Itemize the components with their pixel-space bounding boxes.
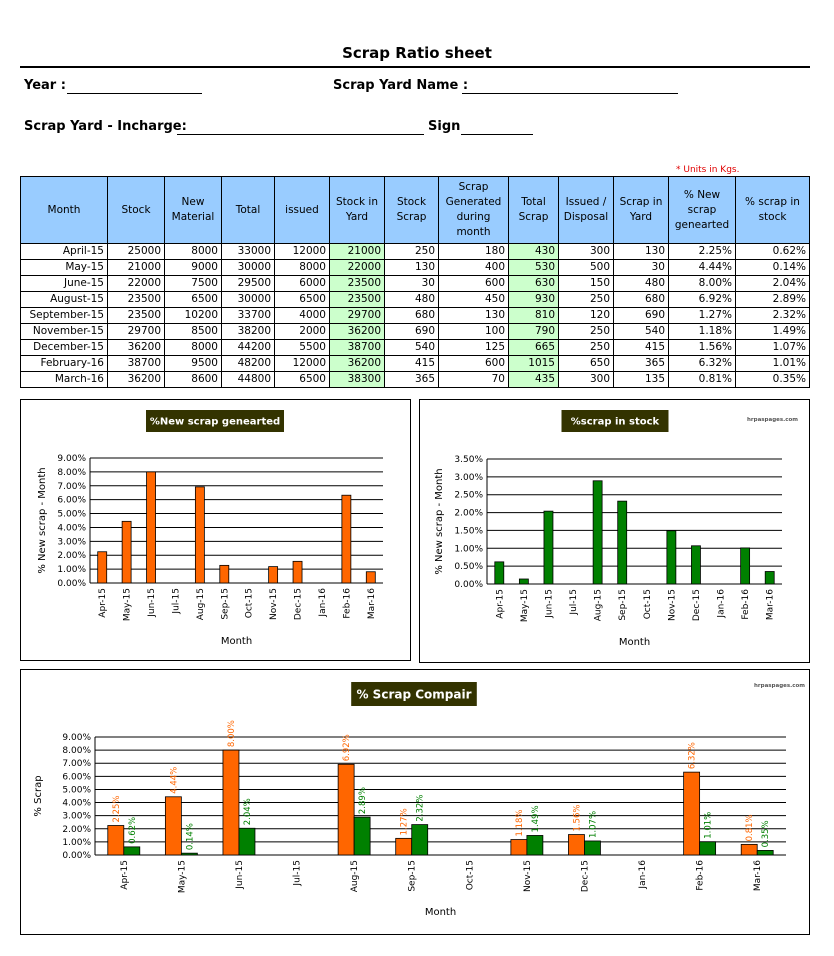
header-cell: Total Scrap (509, 177, 559, 244)
bar (147, 472, 156, 583)
header-cell: Issued / Disposal (559, 177, 614, 244)
data-label: 4.44% (169, 766, 180, 794)
table-cell: June-15 (21, 276, 108, 292)
x-axis-title: Month (220, 636, 253, 647)
scrap-table (20, 176, 810, 388)
new-scrap-chart-panel (20, 399, 411, 661)
bar (584, 841, 600, 855)
bar (366, 572, 375, 583)
x-tick-label: Jan-16 (716, 589, 727, 618)
table-cell: 300 (559, 244, 614, 260)
table-cell: 450 (439, 292, 509, 308)
table-cell: 6.92% (669, 292, 736, 308)
table-cell: 415 (614, 340, 669, 356)
x-tick-label: Nov-15 (522, 860, 533, 893)
table-cell: 6500 (275, 292, 330, 308)
y-tick-label: 2.00% (62, 824, 91, 835)
table-cell: 25000 (108, 244, 165, 260)
chart-title: %scrap in stock (570, 416, 660, 428)
bar (124, 847, 140, 855)
bar (165, 797, 181, 855)
table-cell: 600 (439, 276, 509, 292)
table-cell: 44800 (222, 372, 275, 388)
incharge-label: Scrap Yard - Incharge: (24, 119, 187, 134)
y-axis-title: % New scrap - Month (434, 468, 445, 575)
x-tick-label: Nov-15 (667, 589, 678, 622)
chart-title: %New scrap genearted (149, 416, 281, 428)
table-cell: 8.00% (669, 276, 736, 292)
data-label: 1.18% (514, 809, 525, 837)
y-tick-label: 7.00% (57, 481, 86, 492)
table-cell: 930 (509, 292, 559, 308)
y-tick-label: 4.00% (62, 798, 91, 809)
table-cell: 8500 (165, 324, 222, 340)
table-cell: 6500 (275, 372, 330, 388)
data-label: 1.56% (572, 804, 583, 832)
bar (741, 548, 750, 584)
yard-name-field[interactable] (462, 93, 678, 94)
bar (269, 567, 278, 583)
table-row (21, 324, 810, 340)
table-cell: 250 (559, 340, 614, 356)
x-tick-label: Aug-15 (350, 860, 361, 893)
bar (684, 772, 700, 855)
table-cell: 180 (439, 244, 509, 260)
bar (667, 531, 676, 584)
table-cell: 810 (509, 308, 559, 324)
bar (741, 844, 757, 855)
data-label: 0.14% (185, 823, 196, 851)
table-cell: 0.14% (736, 260, 810, 276)
y-tick-label: 6.00% (62, 772, 91, 783)
table-cell: 23500 (330, 276, 385, 292)
x-tick-label: May-15 (122, 588, 133, 622)
y-tick-label: 5.00% (57, 509, 86, 520)
table-cell: 125 (439, 340, 509, 356)
header-cell: Scrap Generated during month (439, 177, 509, 244)
watermark-text: hrpaspages.com (747, 417, 798, 423)
table-cell: 22000 (330, 260, 385, 276)
header-cell: % scrap in stock (736, 177, 810, 244)
bar (691, 546, 700, 584)
table-cell: 250 (559, 324, 614, 340)
compare-chart-panel (20, 669, 810, 935)
table-cell: 790 (509, 324, 559, 340)
bar (396, 838, 412, 855)
table-row (21, 308, 810, 324)
table-cell: 2.89% (736, 292, 810, 308)
table-cell: 130 (439, 308, 509, 324)
table-cell: 665 (509, 340, 559, 356)
table-cell: 23500 (108, 292, 165, 308)
table-cell: 150 (559, 276, 614, 292)
y-axis-title: % New scrap - Month (37, 467, 48, 574)
y-tick-label: 8.00% (57, 467, 86, 478)
table-cell: 2000 (275, 324, 330, 340)
x-tick-label: Dec-15 (293, 588, 304, 621)
table-cell: 300 (559, 372, 614, 388)
table-cell: 30 (614, 260, 669, 276)
y-tick-label: 5.00% (62, 785, 91, 796)
header-cell: issued (275, 177, 330, 244)
table-cell: 100 (439, 324, 509, 340)
x-tick-label: Oct-15 (642, 589, 653, 620)
table-cell: 23500 (108, 308, 165, 324)
y-tick-label: 0.00% (454, 580, 483, 590)
table-cell: 10200 (165, 308, 222, 324)
x-tick-label: Apr-15 (119, 860, 130, 890)
table-cell: 21000 (330, 244, 385, 260)
table-row (21, 292, 810, 308)
table-cell: 36200 (108, 340, 165, 356)
x-tick-label: Jan-16 (317, 588, 328, 617)
y-tick-label: 0.50% (454, 562, 483, 573)
bar (342, 495, 351, 583)
table-cell: 22000 (108, 276, 165, 292)
table-cell: 130 (614, 244, 669, 260)
table-cell: 30000 (222, 260, 275, 276)
x-tick-label: Jun-15 (544, 589, 555, 618)
table-cell: 30000 (222, 292, 275, 308)
x-tick-label: Mar-16 (366, 588, 377, 620)
table-cell: 8000 (275, 260, 330, 276)
y-tick-label: 9.00% (62, 733, 91, 743)
x-tick-label: May-15 (519, 589, 530, 623)
bar (495, 562, 504, 584)
table-cell: 8000 (165, 244, 222, 260)
table-cell: 4.44% (669, 260, 736, 276)
table-cell: 33700 (222, 308, 275, 324)
data-label: 0.81% (745, 814, 756, 842)
x-tick-label: Dec-15 (580, 860, 591, 893)
title-rule (20, 66, 810, 68)
x-tick-label: Jan-16 (638, 860, 649, 889)
table-cell: 500 (559, 260, 614, 276)
table-cell: 5500 (275, 340, 330, 356)
table-row (21, 260, 810, 276)
table-cell: 2.25% (669, 244, 736, 260)
table-cell: 540 (614, 324, 669, 340)
bar (223, 750, 239, 855)
table-cell: 44200 (222, 340, 275, 356)
bar (293, 561, 302, 583)
chart-title: % Scrap Compair (356, 687, 472, 702)
table-cell: 130 (385, 260, 439, 276)
table-cell: 29500 (222, 276, 275, 292)
x-tick-label: Aug-15 (195, 588, 206, 621)
table-cell: 365 (614, 356, 669, 372)
table-cell: 135 (614, 372, 669, 388)
table-row (21, 356, 810, 372)
y-axis-title: % Scrap (33, 775, 44, 817)
data-label: 6.92% (342, 734, 353, 762)
data-label: 2.32% (415, 794, 426, 822)
table-cell: 400 (439, 260, 509, 276)
table-cell: 23500 (330, 292, 385, 308)
data-label: 1.01% (703, 811, 714, 839)
x-tick-label: Jun-15 (234, 860, 245, 889)
bar (568, 835, 584, 855)
table-cell: 1.56% (669, 340, 736, 356)
table-cell: 38300 (330, 372, 385, 388)
bar (757, 850, 773, 855)
x-tick-label: May-15 (177, 860, 188, 894)
x-tick-label: Apr-15 (98, 588, 109, 618)
bar (98, 552, 107, 583)
x-tick-label: Jul-15 (171, 588, 182, 614)
y-tick-label: 9.00% (57, 454, 86, 464)
table-cell: 1.07% (736, 340, 810, 356)
x-tick-label: Sep-15 (220, 588, 231, 620)
y-tick-label: 3.00% (454, 472, 483, 483)
table-cell: 680 (614, 292, 669, 308)
bar (519, 579, 528, 584)
stock-scrap-chart-panel (419, 399, 810, 663)
bar (181, 853, 197, 855)
y-tick-label: 3.00% (57, 537, 86, 548)
table-cell: 9500 (165, 356, 222, 372)
year-label: Year : (24, 78, 66, 93)
table-cell: 680 (385, 308, 439, 324)
table-cell: 365 (385, 372, 439, 388)
y-tick-label: 2.00% (454, 508, 483, 519)
table-row (21, 372, 810, 388)
header-cell: Stock Scrap (385, 177, 439, 244)
watermark-text: hrpaspages.com (754, 683, 805, 689)
sign-label: Sign (428, 119, 461, 134)
table-cell: 480 (385, 292, 439, 308)
data-label: 0.62% (127, 816, 138, 844)
x-tick-label: Jul-15 (292, 860, 303, 886)
table-cell: 1.01% (736, 356, 810, 372)
table-cell: 7500 (165, 276, 222, 292)
table-header-row (21, 177, 810, 244)
bar (765, 572, 774, 585)
table-cell: 38700 (108, 356, 165, 372)
table-cell: 430 (509, 244, 559, 260)
table-cell: 29700 (330, 308, 385, 324)
table-cell: 12000 (275, 244, 330, 260)
y-tick-label: 1.50% (454, 526, 483, 537)
compare-chart (21, 670, 809, 934)
table-cell: 33000 (222, 244, 275, 260)
yard-name-label: Scrap Yard Name : (333, 78, 469, 93)
table-cell: 30 (385, 276, 439, 292)
y-tick-label: 8.00% (62, 746, 91, 757)
bar (511, 840, 527, 855)
bar (239, 828, 255, 855)
table-cell: March-16 (21, 372, 108, 388)
bar (195, 487, 204, 583)
year-field[interactable] (67, 93, 202, 94)
x-tick-label: Mar-16 (753, 860, 764, 892)
table-cell: 435 (509, 372, 559, 388)
header-cell: Stock in Yard (330, 177, 385, 244)
table-cell: 540 (385, 340, 439, 356)
table-cell: 2.32% (736, 308, 810, 324)
table-cell: 21000 (108, 260, 165, 276)
x-tick-label: Mar-16 (765, 589, 776, 621)
table-cell: 6.32% (669, 356, 736, 372)
bar (108, 826, 124, 856)
data-label: 1.27% (399, 808, 410, 836)
table-cell: 36200 (330, 324, 385, 340)
table-row (21, 340, 810, 356)
data-label: 2.89% (358, 787, 369, 815)
table-cell: 0.62% (736, 244, 810, 260)
x-tick-label: Feb-16 (342, 588, 353, 619)
bar (527, 835, 543, 855)
x-tick-label: Dec-15 (691, 589, 702, 622)
bar (338, 764, 354, 855)
y-tick-label: 1.00% (62, 837, 91, 848)
units-note: * Units in Kgs. (676, 165, 740, 175)
table-row (21, 276, 810, 292)
y-tick-label: 2.00% (57, 551, 86, 562)
table-cell: 0.35% (736, 372, 810, 388)
data-label: 8.00% (226, 720, 237, 748)
table-cell: 8600 (165, 372, 222, 388)
y-tick-label: 6.00% (57, 495, 86, 506)
table-cell: August-15 (21, 292, 108, 308)
y-tick-label: 0.00% (57, 579, 86, 589)
header-cell: Month (21, 177, 108, 244)
header-cell: Scrap in Yard (614, 177, 669, 244)
header-cell: Stock (108, 177, 165, 244)
new-scrap-chart (21, 400, 410, 660)
x-axis-title: Month (618, 637, 651, 648)
header-cell: Total (222, 177, 275, 244)
table-cell: May-15 (21, 260, 108, 276)
table-cell: 38700 (330, 340, 385, 356)
y-tick-label: 7.00% (62, 759, 91, 770)
table-cell: 36200 (330, 356, 385, 372)
table-cell: 1.27% (669, 308, 736, 324)
table-cell: December-15 (21, 340, 108, 356)
data-label: 0.35% (761, 820, 772, 848)
table-cell: November-15 (21, 324, 108, 340)
x-axis-title: Month (424, 907, 457, 918)
stock-scrap-chart (420, 400, 809, 662)
y-tick-label: 1.00% (57, 565, 86, 576)
table-cell: 4000 (275, 308, 330, 324)
table-cell: 70 (439, 372, 509, 388)
table-cell: April-15 (21, 244, 108, 260)
table-cell: 29700 (108, 324, 165, 340)
table-cell: 12000 (275, 356, 330, 372)
header-cell: % New scrap genearted (669, 177, 736, 244)
table-cell: 1015 (509, 356, 559, 372)
table-cell: 600 (439, 356, 509, 372)
y-tick-label: 3.50% (454, 455, 483, 465)
y-tick-label: 3.00% (62, 811, 91, 822)
bar (618, 501, 627, 584)
table-cell: 650 (559, 356, 614, 372)
table-cell: 38200 (222, 324, 275, 340)
table-cell: 250 (559, 292, 614, 308)
y-tick-label: 4.00% (57, 523, 86, 534)
y-tick-label: 0.00% (62, 851, 91, 861)
table-cell: 6500 (165, 292, 222, 308)
x-tick-label: Feb-16 (741, 589, 752, 620)
bar (412, 825, 428, 855)
bar (122, 521, 131, 583)
table-cell: 415 (385, 356, 439, 372)
table-cell: 1.18% (669, 324, 736, 340)
table-cell: 6000 (275, 276, 330, 292)
y-tick-label: 1.00% (454, 544, 483, 555)
incharge-field[interactable] (177, 134, 424, 135)
bar (220, 565, 229, 583)
table-cell: 530 (509, 260, 559, 276)
table-cell: 250 (385, 244, 439, 260)
table-cell: February-16 (21, 356, 108, 372)
x-tick-label: Feb-16 (695, 860, 706, 891)
x-tick-label: Sep-15 (618, 589, 629, 621)
table-cell: 120 (559, 308, 614, 324)
x-tick-label: Nov-15 (269, 588, 280, 621)
data-label: 2.25% (111, 795, 122, 823)
table-cell: 2.04% (736, 276, 810, 292)
bar (354, 817, 370, 855)
data-label: 6.32% (687, 742, 698, 770)
x-tick-label: Oct-15 (244, 588, 255, 619)
table-cell: 8000 (165, 340, 222, 356)
table-cell: 9000 (165, 260, 222, 276)
sheet-title: Scrap Ratio sheet (342, 44, 492, 62)
x-tick-label: Oct-15 (465, 860, 476, 891)
x-tick-label: Jul-15 (569, 589, 580, 615)
table-cell: 690 (614, 308, 669, 324)
table-cell: 48200 (222, 356, 275, 372)
table-cell: 36200 (108, 372, 165, 388)
x-tick-label: Sep-15 (407, 860, 418, 892)
table-cell: 480 (614, 276, 669, 292)
y-tick-label: 2.50% (454, 490, 483, 501)
x-tick-label: Aug-15 (593, 589, 604, 622)
sign-field[interactable] (461, 134, 533, 135)
table-cell: 690 (385, 324, 439, 340)
table-cell: 1.49% (736, 324, 810, 340)
header-cell: New Material (165, 177, 222, 244)
table-cell: 630 (509, 276, 559, 292)
table-row (21, 244, 810, 260)
table-cell: September-15 (21, 308, 108, 324)
data-label: 1.07% (588, 810, 599, 838)
data-label: 2.04% (242, 798, 253, 826)
data-label: 1.49% (530, 805, 541, 833)
table-cell: 0.81% (669, 372, 736, 388)
x-tick-label: Jun-15 (147, 588, 158, 617)
bar (700, 842, 716, 855)
x-tick-label: Apr-15 (495, 589, 506, 619)
bar (544, 511, 553, 584)
bar (593, 481, 602, 584)
